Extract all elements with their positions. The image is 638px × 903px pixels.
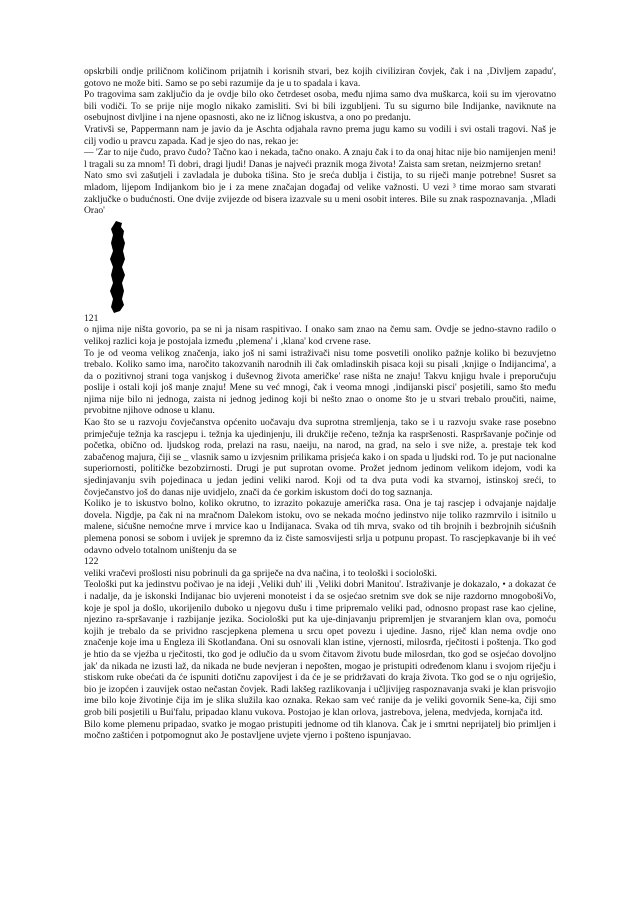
black-scan-blot bbox=[110, 221, 126, 313]
paragraph: To je od veoma velikog značenja, iako još ni sami istraživači nisu tome posvetili onoliko pažnje koliko bi bezuvjetno trebalo. Koliko samo ima, naročito takozvanih narodnih ili čak omladinskih pisaca koji su pisali ‚knjige o Indijancima', a da o pozitivnoj strani toga vanjskog i duševnog života američke' rase ništa ne znaju! Takvu knjigu hvale i preporučuju poslije i ostali koji još manje znaju! Mene su već mnogi, čak i veoma mnogi ‚indijanski pisci' posjetili, samo što među njima nije bilo ni jednoga, zaista ni jednog jedinog koji bi nešto znao o onome što je u stvari trebalo proučiti, naime, prvobitne njihove odnose u klanu. bbox=[84, 347, 556, 417]
paragraph: Bilo kome plemenu pripadao, svatko je mogao pristupiti jednome od tih klanova. Čak je i smrtni neprijatelj bio primljen i močno zaštićen i potpomognut ako Je postavljene uvjete vjerno i pošteno ispunjavao. bbox=[84, 718, 556, 742]
paragraph: Nato smo svi zašutjeli i zavladala je duboka tišina. Sto je sreća dublja i čistija, to su riječi manje potrebne! Susret sa mladom, lijepom Indijankom bio je i za mene značajan događaj od velike važnosti. U vezi ³ time morao sam stvarati zaključke o budućnosti. One dvije zvijezde od bisera izazvale su u meni osobit interes. Bile su znak raspoznavanja. ‚Mladi Orao' bbox=[84, 170, 556, 217]
paragraph: o njima nije ništa govorio, pa se ni ja nisam raspitivao. I onako sam znao na čemu sam. Ovdje se jedno-stavno radilo o velikoj razlici koja je postojala između ‚plemena' i ‚klana' kod crvene rase. bbox=[84, 324, 556, 347]
paragraph: veliki vračevi prošlosti nisu pobrinuli da ga spriječe na dva načina, i to teološki i sociološki. bbox=[84, 567, 438, 579]
scan-artifact-region bbox=[84, 217, 556, 313]
ink-blot-shape bbox=[110, 221, 126, 313]
paragraph: Po tragovima sam zaključio da je ovdje bilo oko četrdeset osoba, među njima samo dva muškarca, koii su im vjerovatno bili vodiči. To se prije nije moglo nikako zamisliti. Svi bi bili izgubljeni. Tu su sigurno bile Indijanke, naviknute na osebujnost divljine i na njene opasnosti, ako ne iz ličnog iskustva, a ono po predanju. bbox=[84, 89, 556, 124]
page-number: 121 bbox=[84, 312, 99, 324]
document-page bbox=[84, 66, 556, 742]
page-number: 122 bbox=[84, 556, 99, 568]
paragraph: Kao što se u razvoju čovječanstva općenito uočavaju dva suprotna stremljenja, tako se i u razvoju svake rase posebno primječuje težnja ka rascjepu i. težnja ka ujedinjenju, ili drukčije rečeno, težnja ka raspršenosti. Raspršavanje počinje od početka, obično od. ljudskog roda, prelazi na rasu, naeiju, na narod, na grad, na selo i sve niže, a. prestaje tek kod zabačenog majura, čiji se _ vlasnik samo u izvjesnim prilikama prisjeća kako i on spada u ljudski rod. To je put nacionalne superiornosti, političke bezobzirnosti. Drugi je put suprotan ovome. Prožet jednom jedinom velikom idejom, vodi ka sjedinjavanju svih pojedinaca u jedan jedini veliki narod. Koji od ta dva puta vodi ka stvarnoj, istinskoj sreći, to čovječanstvo još do danas nije uvidjelo, znači da će gorkim iskustom doći do tog saznanja. bbox=[84, 417, 556, 498]
paragraph: — 'Zar to nije čudo, pravo čudo? Tačno kao i nekada, tačno onako. A znaju čak i to da onaj hitac nije bio namijenjen meni! l tragali su za mnom! Ti dobri, dragi ljudi! Danas je najveći praznik moga života! Zaista sam sretan, neizmjerno sretan! bbox=[84, 147, 556, 170]
paragraph: opskrbili ondje priličnom količinom prijatnih i korisnih stvari, bez kojih civiliziran čovjek, čak i na ‚Divljem zapadu', gotovo ne može biti. Samo se po sebi razumije da je u to spadala i kava. bbox=[84, 66, 556, 89]
paragraph: Vrativši se, Pappermann nam je javio da je Aschta odjahala ravno prema jugu kamo su vodili i svi ostali tragovi. Naš je cilj vodio u pravcu zapada. Kad je sjeo do nas, rekao je: bbox=[84, 123, 556, 147]
paragraph: Koliko je to iskustvo bolno, koliko okrutno, to izrazito pokazuje američka rasa. Ona je taj rascjep i odvajanje najdalje dovela. Nigdje, pa čak ni na mračnom Dalekom istoku, ovo se nekada moćno jedinstvo nije toliko razmrvilo i isitnilo u malene, sićušne nemoćne mrve i mrvice kao u Indijanaca. Svaka od tih mrva, svako od tih brojnih i bezbrojnih sićušnih plemena ponosi se sobom i uvijek je spremno da iz čiste samosvijesti srlja u potpunu propast. To rascjepkavanje bi ih već odavno odvelo totalnom uništenju da se bbox=[84, 498, 556, 556]
paragraph: Teološki put ka jedinstvu počivao je na ideji ‚Veliki duh' ili ‚Veliki dobri Manitou'. Istraživanje je dokazalo, • a dokazat će i nadalje, da je iskonski Indijanac bio uvjereni monoteist i da se osjećao sretnim sve dok se nije razdorno mnogobošiVo, koje je spol ja došlo, ukorijenilo duboko u njegovu dušu i time pripremalo veliki pad, odnosno propast rase kao cjeline, njezino ra-spršavanje i razbijanje jezika. Sociološki put ka uje-dinjavanju pripremljen je stvaranjem klan ova, pomoću kojih je trebalo da se prividno rascjepkena plemena u srcu opet povezu i ujedine. Jasno, riječ klan nema ovdje ono značenje koje ima u Engleza ili Skotlanđana. Oni su osnovali klan istine, vjernosti, milosrđa, rječitosti i poštenja. Tko god je htio da se vjeźba u rječitosti, tko god je odlučio da u svom čitavom životu bude milosrdan, tko god se osjećao dovoljno jak' da nikada ne izusti laž, da nikada ne bude nevjeran i nepošten, mogao je pristupiti određenom klanu i svojom riječju i stiskom ruke obećati da će ispuniti dotičnu zapovijest i da će je se pridržavati do kraja života. Tko god se o nju ogriješio, bio je izopćen i zauvijek ostao nečastan čovjek. Radi lakšeg razlikovanja i učljivijeg raspoznavanja svaki je klan prisvojio ime bilo koje životinje čija im je slika služila kao oznaka. Rekao sam već ranije da je veliki govornik Sene-ka, čiji smo grob bili posjetili u Bui'falu, pripadao klanu vukova. Postojao je klan orlova, jastrebova, jelena, medvjeda, kornjača itd. bbox=[84, 579, 556, 718]
